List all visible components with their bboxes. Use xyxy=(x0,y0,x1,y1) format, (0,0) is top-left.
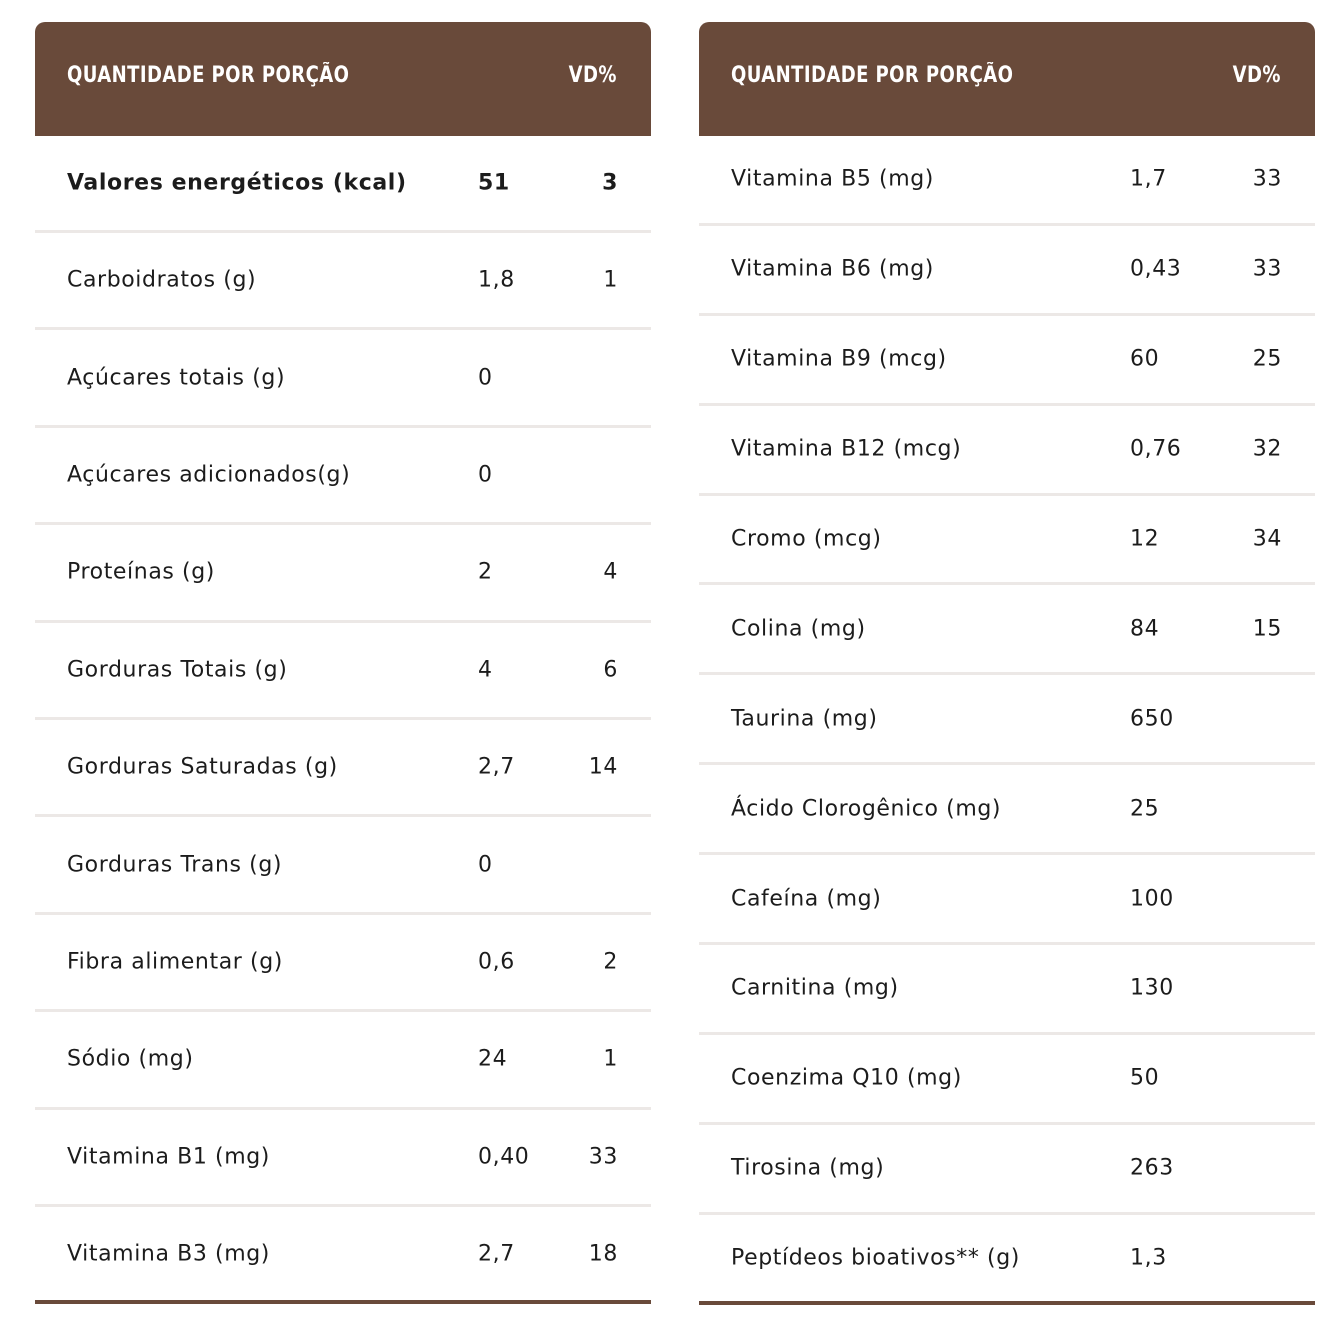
nutrient-amount: 0,6 xyxy=(478,949,515,975)
nutrient-name: Gorduras Trans (g) xyxy=(67,852,283,878)
header-vd-label: VD% xyxy=(568,63,617,88)
nutrient-daily-value: 15 xyxy=(1252,616,1282,642)
nutrient-name: Vitamina B12 (mcg) xyxy=(731,436,962,462)
table-row xyxy=(35,330,651,427)
table-row xyxy=(35,1110,651,1207)
nutrient-daily-value: 25 xyxy=(1252,346,1282,372)
table-row xyxy=(699,226,1315,316)
nutrient-daily-value: 33 xyxy=(1252,256,1282,282)
nutrient-amount: 24 xyxy=(478,1046,508,1072)
nutrient-name: Taurina (mg) xyxy=(731,706,878,732)
nutrient-name: Cafeína (mg) xyxy=(731,886,882,912)
nutrient-name: Carnitina (mg) xyxy=(731,975,899,1001)
nutrient-amount: 60 xyxy=(1130,346,1160,372)
nutrient-amount: 1,7 xyxy=(1130,166,1167,192)
nutrient-name: Peptídeos bioativos** (g) xyxy=(731,1245,1020,1271)
nutrient-name: Vitamina B6 (mg) xyxy=(731,256,934,282)
table-row xyxy=(35,428,651,525)
table-header xyxy=(35,22,651,136)
table-row xyxy=(699,1035,1315,1125)
table-header xyxy=(699,22,1315,136)
table-row xyxy=(35,720,651,817)
table-row xyxy=(35,817,651,914)
nutrient-amount: 50 xyxy=(1130,1065,1160,1091)
nutrient-amount: 25 xyxy=(1130,796,1160,822)
nutrient-amount: 263 xyxy=(1130,1155,1174,1181)
nutrient-name: Fibra alimentar (g) xyxy=(67,949,283,975)
table-row xyxy=(699,316,1315,406)
table-row xyxy=(35,915,651,1012)
table-row xyxy=(35,525,651,622)
nutrient-daily-value: 18 xyxy=(588,1241,618,1267)
table-row xyxy=(699,945,1315,1035)
nutrient-name: Sódio (mg) xyxy=(67,1046,194,1072)
nutrient-daily-value: 34 xyxy=(1252,526,1282,552)
nutrient-daily-value: 33 xyxy=(588,1144,618,1170)
table-row xyxy=(699,675,1315,765)
nutrient-name: Gorduras Totais (g) xyxy=(67,657,288,683)
table-row xyxy=(699,855,1315,945)
nutrient-amount: 0,40 xyxy=(478,1144,530,1170)
nutrient-amount: 51 xyxy=(478,170,510,196)
nutrient-amount: 1,8 xyxy=(478,267,515,293)
table-row xyxy=(699,585,1315,675)
nutrient-amount: 12 xyxy=(1130,526,1160,552)
header-vd-label: VD% xyxy=(1232,63,1281,88)
nutrient-name: Gorduras Saturadas (g) xyxy=(67,754,338,780)
nutrient-amount: 84 xyxy=(1130,616,1160,642)
nutrient-daily-value: 32 xyxy=(1252,436,1282,462)
table-row xyxy=(699,136,1315,226)
nutrient-name: Coenzima Q10 (mg) xyxy=(731,1065,962,1091)
nutrient-name: Vitamina B3 (mg) xyxy=(67,1241,270,1267)
nutrient-name: Açúcares totais (g) xyxy=(67,365,286,391)
table-row xyxy=(35,136,651,233)
header-quantity-label: QUANTIDADE POR PORÇÃO xyxy=(731,63,1014,88)
table-row xyxy=(699,496,1315,586)
table-row xyxy=(699,1215,1315,1305)
nutrient-amount: 2 xyxy=(478,559,493,585)
nutrient-daily-value: 1 xyxy=(603,1046,618,1072)
nutrient-amount: 0 xyxy=(478,365,493,391)
nutrient-amount: 100 xyxy=(1130,886,1174,912)
table-row xyxy=(35,1012,651,1109)
nutrient-amount: 130 xyxy=(1130,975,1174,1001)
nutrient-daily-value: 4 xyxy=(603,559,618,585)
nutrient-name: Proteínas (g) xyxy=(67,559,215,585)
table-row xyxy=(699,406,1315,496)
table-row xyxy=(35,1207,651,1304)
nutrient-daily-value: 1 xyxy=(603,267,618,293)
nutrient-daily-value: 33 xyxy=(1252,166,1282,192)
table-row xyxy=(35,233,651,330)
table-body xyxy=(699,136,1315,1305)
nutrient-name: Valores energéticos (kcal) xyxy=(67,170,407,196)
nutrient-amount: 0,76 xyxy=(1130,436,1182,462)
nutrient-name: Vitamina B5 (mg) xyxy=(731,166,934,192)
nutrient-name: Carboidratos (g) xyxy=(67,267,257,293)
nutrient-name: Vitamina B1 (mg) xyxy=(67,1144,270,1170)
nutrition-table-left xyxy=(35,22,651,1304)
nutrient-name: Ácido Clorogênico (mg) xyxy=(731,796,1002,822)
nutrient-amount: 0 xyxy=(478,462,493,488)
nutrient-amount: 2,7 xyxy=(478,754,515,780)
nutrient-amount: 0,43 xyxy=(1130,256,1182,282)
nutrition-table-right xyxy=(699,22,1315,1305)
table-row xyxy=(699,1125,1315,1215)
nutrient-name: Açúcares adicionados(g) xyxy=(67,462,351,488)
nutrient-daily-value: 2 xyxy=(603,949,618,975)
nutrient-daily-value: 14 xyxy=(588,754,618,780)
nutrient-amount: 2,7 xyxy=(478,1241,515,1267)
header-quantity-label: QUANTIDADE POR PORÇÃO xyxy=(67,63,350,88)
nutrient-name: Colina (mg) xyxy=(731,616,866,642)
table-body xyxy=(35,136,651,1304)
nutrient-daily-value: 6 xyxy=(603,657,618,683)
nutrient-daily-value: 3 xyxy=(602,170,618,196)
nutrient-name: Tirosina (mg) xyxy=(731,1155,885,1181)
nutrient-amount: 1,3 xyxy=(1130,1245,1167,1271)
table-row xyxy=(35,623,651,720)
nutrient-amount: 0 xyxy=(478,852,493,878)
nutrient-name: Cromo (mcg) xyxy=(731,526,882,552)
nutrient-amount: 650 xyxy=(1130,706,1174,732)
nutrient-name: Vitamina B9 (mcg) xyxy=(731,346,947,372)
table-row xyxy=(699,765,1315,855)
nutrient-amount: 4 xyxy=(478,657,493,683)
